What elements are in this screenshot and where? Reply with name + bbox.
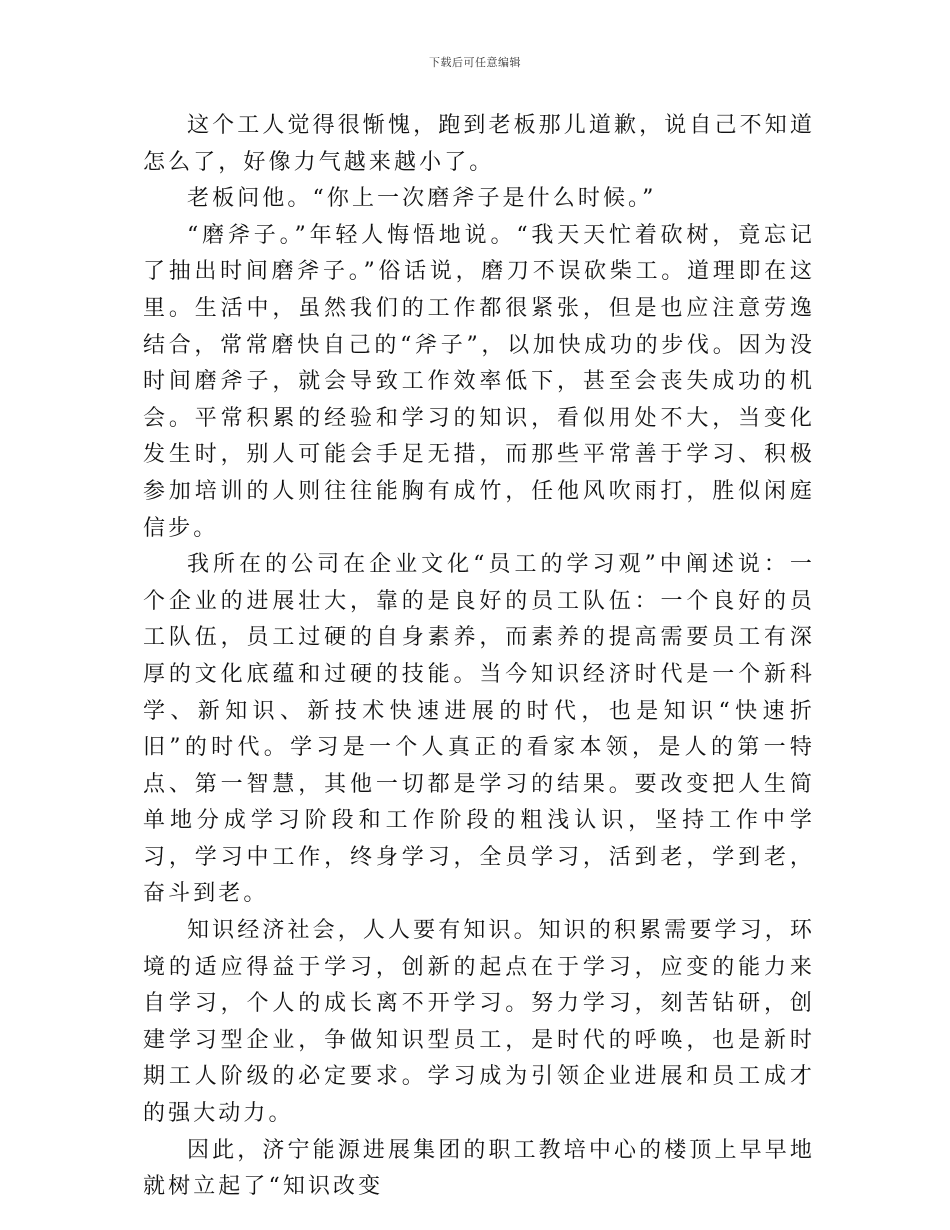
paragraph: 老板问他。“你上一次磨斧子是什么时候。”: [187, 186, 657, 212]
paragraph: 我所在的公司在企业文化“员工的学习观”中阐述说：一个企业的进展壮大，靠的是良好的员工队伍：一个良好的员工队伍，员工过硬的自身素养，而素养的提高需要员工有深厚的文化底蕴和过硬的技能。当今知识经济时代是一个新科学、新知识、新技术快速进展的时代，也是知识“快速折旧”的时代。学习是一个人真正的看家本领，是人的第一特点、第一智慧，其他一切都是学习的结果。要改变把人生简单地分成学习阶段和工作阶段的粗浅认识，坚持工作中学习，学习中工作，终身学习，全员学习，活到老，学到老，奋斗到老。: [143, 552, 815, 907]
page-header: 下载后可任意编辑: [429, 56, 521, 69]
paragraph: 这个工人觉得很惭愧，跑到老板那儿道歉，说自己不知道怎么了，好像力气越来越小了。: [143, 113, 815, 175]
paragraph: “磨斧子。”年轻人悔悟地说。“我天天忙着砍树，竟忘记了抽出时间磨斧子。”俗话说，磨刀不误砍柴工。道理即在这里。生活中，虽然我们的工作都很紧张，但是也应注意劳逸结合，常常磨快自己的“斧子”，以加快成功的步伐。因为没时间磨斧子，就会导致工作效率低下，甚至会丧失成功的机会。平常积累的经验和学习的知识，看似用处不大，当变化发生时，别人可能会手足无措，而那些平常善于学习、积极参加培训的人则往往能胸有成竹，任他风吹雨打，胜似闲庭信步。: [143, 222, 815, 541]
paragraph: 知识经济社会，人人要有知识。知识的积累需要学习，环境的适应得益于学习，创新的起点在于学习，应变的能力来自学习，个人的成长离不开学习。努力学习，刻苦钻研，创建学习型企业，争做知识型员工，是时代的呼唤，也是新时期工人阶级的必定要求。学习成为引领企业进展和员工成才的强大动力。: [143, 918, 815, 1127]
document-body: [143, 108, 815, 1206]
paragraph: 因此，济宁能源进展集团的职工教培中心的楼顶上早早地就树立起了“知识改变: [143, 1137, 815, 1200]
